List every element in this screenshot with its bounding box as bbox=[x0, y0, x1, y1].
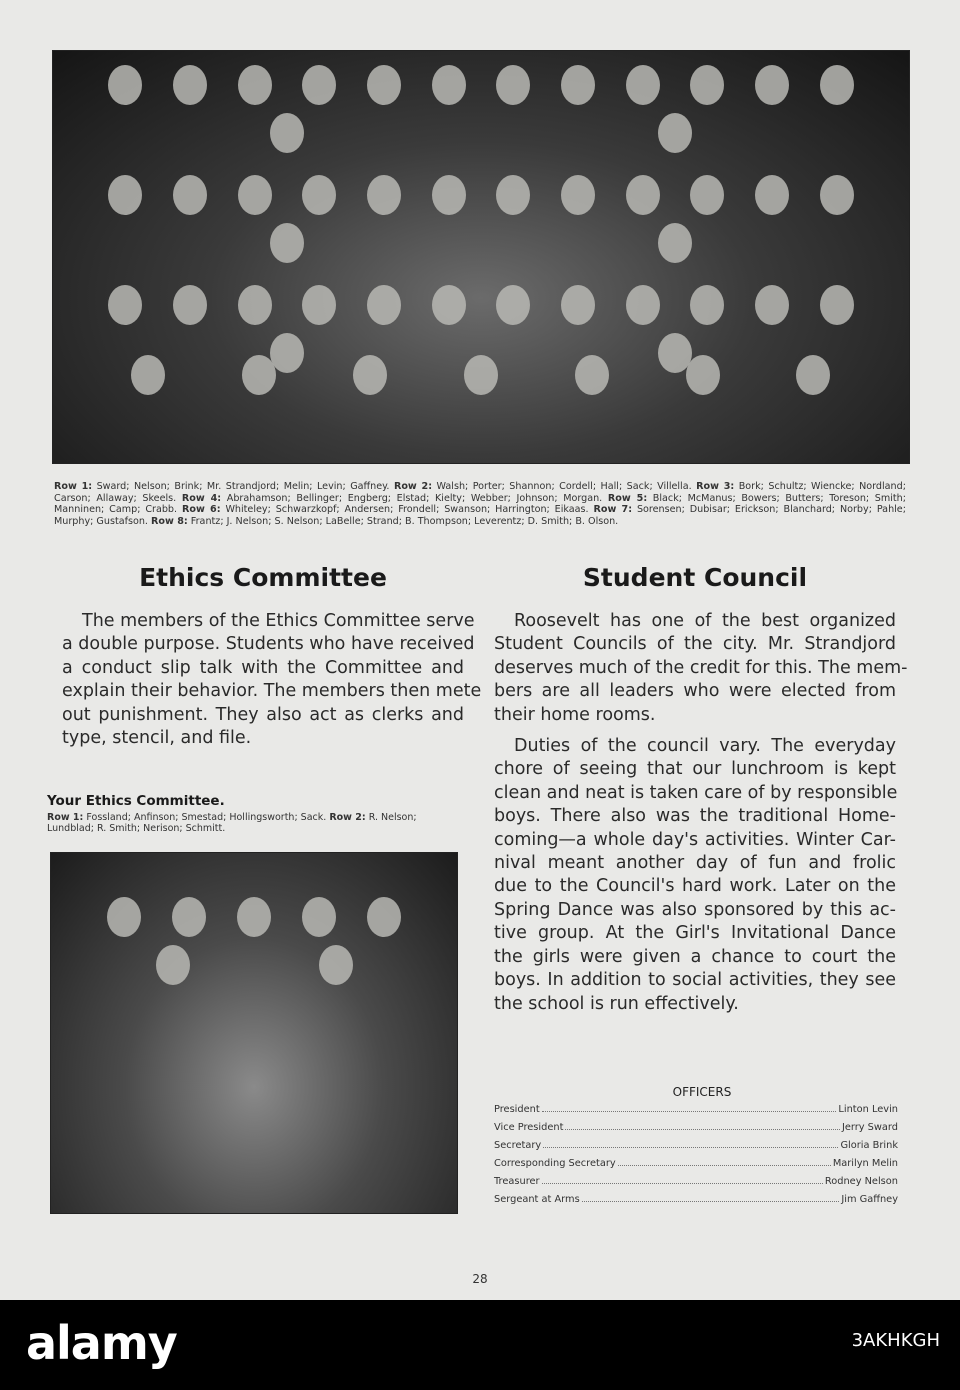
row-label: Row 1: bbox=[54, 481, 93, 492]
student-council-group-photo bbox=[52, 50, 910, 464]
paragraph bbox=[62, 610, 482, 750]
text-line: the girls were given a chance to court the bbox=[494, 946, 896, 967]
text-line: Duties of the council vary. The everyday bbox=[514, 736, 896, 757]
page-number: 28 bbox=[472, 1272, 488, 1286]
text-line: clean and neat is taken care of by responsible bbox=[494, 782, 898, 803]
text-line: their home rooms. bbox=[494, 704, 656, 725]
student-council-heading: Student Council bbox=[582, 563, 808, 592]
ethics-committee-heading: Ethics Committee bbox=[139, 563, 387, 592]
officer-role: Vice President bbox=[494, 1122, 564, 1133]
officer-row bbox=[494, 1193, 898, 1211]
officer-role: Secretary bbox=[494, 1140, 542, 1151]
text-line: nival meant another day of fun and frolic bbox=[494, 853, 896, 874]
row-label: Row 6: bbox=[181, 504, 221, 515]
alamy-logo: alamy bbox=[26, 1316, 177, 1370]
text-line: boys. There also was the traditional Home- bbox=[494, 806, 896, 827]
text-line: due to the Council's hard work. Later on the bbox=[494, 876, 896, 897]
officer-name: Jim Gaffney bbox=[841, 1194, 898, 1205]
officer-name: Gloria Brink bbox=[840, 1140, 898, 1151]
ethics-photo-caption bbox=[47, 813, 457, 834]
officer-role: Treasurer bbox=[494, 1176, 540, 1187]
text-line: Roosevelt has one of the best organized bbox=[514, 611, 896, 631]
text-line: The members of the Ethics Committee serve bbox=[82, 611, 475, 631]
row-label: Row 2: bbox=[393, 481, 433, 492]
row-names: Fossland; Anfinson; Smestad; Hollingsworth; Sack. bbox=[86, 812, 327, 823]
officer-name: Marilyn Melin bbox=[832, 1158, 898, 1169]
officer-role: President bbox=[494, 1104, 540, 1115]
text-line: a conduct slip talk with the Committee and bbox=[62, 657, 464, 678]
text-line: explain their behavior. The members then mete bbox=[62, 681, 482, 702]
row-names: R. Nelson; Lundblad; R. Smith; Nerison; Schmitt. bbox=[47, 812, 417, 834]
group-photo-caption bbox=[54, 481, 906, 527]
officers-list bbox=[494, 1103, 898, 1211]
row-label: Row 7: bbox=[593, 504, 633, 515]
text-line: tive group. At the Girl's Invitational Dance bbox=[494, 923, 896, 944]
dot-leader bbox=[542, 1175, 823, 1184]
text-line: out punishment. They also act as clerks and bbox=[62, 704, 464, 725]
row-names: Abrahamson; Bellinger; Engberg; Elstad; Kielty; Webber; Johnson; Morgan. bbox=[226, 492, 603, 504]
paragraph bbox=[494, 610, 908, 727]
row-label: Row 8: bbox=[151, 515, 188, 527]
paragraph bbox=[494, 735, 896, 1016]
row-label: Row 3: bbox=[696, 481, 735, 492]
text-line: the school is run effectively. bbox=[494, 993, 739, 1014]
row-label: Row 2: bbox=[329, 812, 366, 823]
dot-leader bbox=[582, 1193, 840, 1202]
officer-row bbox=[494, 1121, 898, 1139]
row-names: Walsh; Porter; Shannon; Cordell; Hall; Sack; Villella. bbox=[436, 481, 692, 492]
row-names: Black; McManus; Bowers; Butters; Toreson; Smith; Manninen; Camp; Crabb. bbox=[54, 492, 906, 515]
officer-name: Jerry Sward bbox=[841, 1122, 898, 1133]
text-line: deserves much of the credit for this. The mem- bbox=[494, 657, 908, 678]
dot-leader bbox=[618, 1157, 831, 1166]
student-council-text bbox=[494, 610, 908, 1024]
text-line: a double purpose. Students who have received bbox=[62, 634, 475, 655]
officers-heading: OFFICERS bbox=[672, 1085, 732, 1099]
text-line: chore of seeing that our lunchroom is kept bbox=[494, 759, 896, 780]
officer-name: Linton Levin bbox=[838, 1104, 898, 1115]
row-names: Bork; Schultz; Wiencke; Nordland; Carson; Allaway; Skeels. bbox=[54, 481, 906, 504]
text-line: Spring Dance was also sponsored by this ac- bbox=[494, 899, 896, 920]
image-id: 3AKHKGH bbox=[851, 1330, 940, 1351]
dot-leader bbox=[543, 1139, 838, 1148]
dot-leader bbox=[565, 1121, 840, 1130]
dot-leader bbox=[542, 1103, 837, 1112]
officer-row bbox=[494, 1157, 898, 1175]
officer-role: Sergeant at Arms bbox=[494, 1194, 580, 1205]
text-line: Student Councils of the city. Mr. Strandjord bbox=[494, 634, 896, 655]
ethics-committee-photo bbox=[50, 852, 458, 1214]
row-names: Sorensen; Dubisar; Erickson; Blanchard; Norby; Pahle; Murphy; Gustafson. bbox=[54, 504, 906, 527]
text-line: bers are all leaders who were elected from bbox=[494, 681, 896, 702]
your-ethics-committee-heading: Your Ethics Committee. bbox=[47, 793, 225, 809]
row-names: Frantz; J. Nelson; S. Nelson; LaBelle; Strand; B. Thompson; Leverentz; D. Smith; B. Olson. bbox=[190, 515, 619, 527]
row-label: Row 5: bbox=[607, 492, 648, 504]
ethics-committee-text bbox=[62, 610, 482, 758]
officer-role: Corresponding Secretary bbox=[494, 1158, 616, 1169]
officer-row bbox=[494, 1175, 898, 1193]
row-label: Row 4: bbox=[181, 492, 222, 504]
officer-row bbox=[494, 1103, 898, 1121]
row-names: Whiteley; Schwarzkopf; Andersen; Frondell; Swanson; Harrington; Eikaas. bbox=[225, 504, 589, 515]
text-line: type, stencil, and file. bbox=[62, 728, 252, 749]
row-names: Sward; Nelson; Brink; Mr. Strandjord; Melin; Levin; Gaffney. bbox=[96, 481, 390, 492]
officer-name: Rodney Nelson bbox=[824, 1176, 898, 1187]
officer-row bbox=[494, 1139, 898, 1157]
text-line: coming—a whole day's activities. Winter Car- bbox=[494, 829, 896, 850]
row-label: Row 1: bbox=[47, 812, 84, 823]
text-line: boys. In addition to social activities, they see bbox=[494, 970, 896, 991]
